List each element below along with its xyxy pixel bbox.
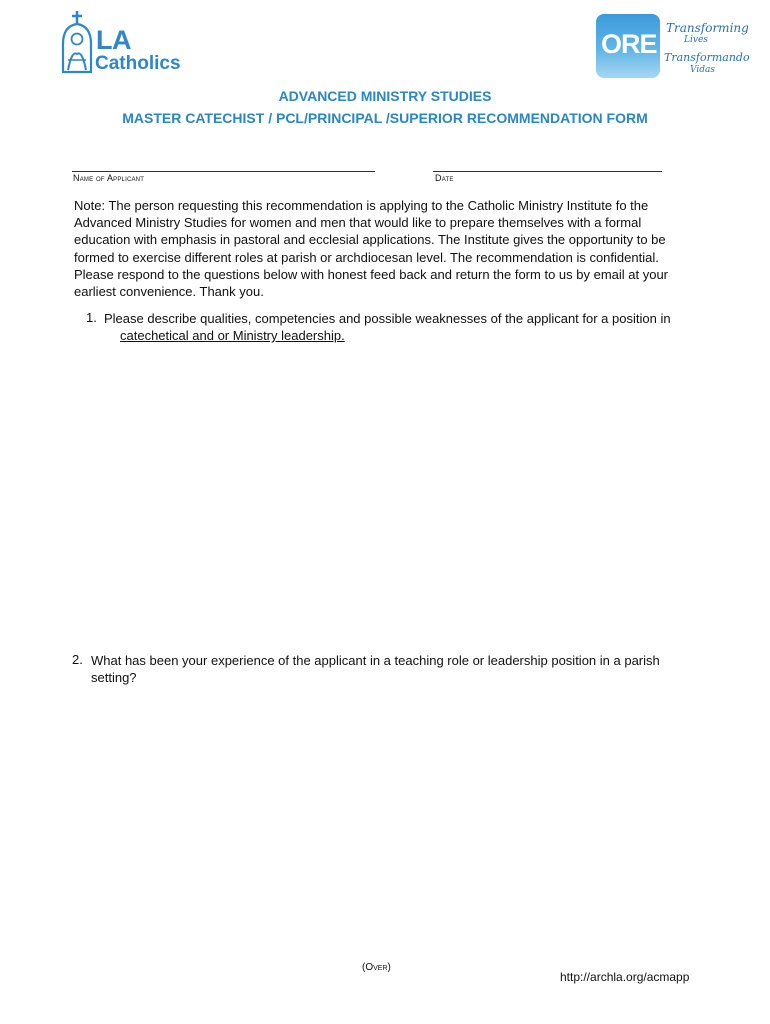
ore-tagline-transformando: Transformando <box>664 51 750 64</box>
question-2-text: What has been your experience of the applicant in a teaching role or leadership position in a parish setting? <box>91 653 660 686</box>
ore-logo-mark: ORE <box>601 29 657 59</box>
note-paragraph: Note: The person requesting this recommendation is applying to the Catholic Ministry Institute fo the Advanced Ministry Studies for women and men that would like to prepare themselves with a formal education with emphasis in pastoral and ecclesial applications. The Institute gives the opportunity to be formed to exercise different roles at parish or archdiocesan level. The recommendation is confidential. Please respond to the questions below with honest feed back and return the form to us by email at your earliest convenience. Thank you. <box>74 198 669 300</box>
ore-tagline-vidas: Vidas <box>690 65 715 75</box>
footer-url[interactable]: http://archla.org/acmapp <box>560 970 690 984</box>
logo-text-la: LA <box>96 25 131 55</box>
date-label: Date <box>435 173 454 183</box>
cathedral-cross-icon <box>60 10 96 74</box>
question-2-number: 2. <box>72 652 83 667</box>
question-1-text: Please describe qualities, competencies and possible weaknesses of the applicant for a position in <box>104 311 671 326</box>
question-2-answer-area[interactable] <box>74 695 694 945</box>
form-title-line2: MASTER CATECHIST / PCL/PRINCIPAL /SUPERIOR RECOMMENDATION FORM <box>122 110 648 126</box>
ore-tagline-transforming: Transforming <box>666 21 749 35</box>
ore-tagline-lives: Lives <box>684 35 708 45</box>
ore-logo <box>596 14 748 80</box>
question-1-underlined: catechetical and or Ministry leadership. <box>120 328 345 343</box>
applicant-name-line[interactable] <box>72 171 375 172</box>
applicant-name-label: Name of Applicant <box>73 173 145 183</box>
footer-over-label: (Over) <box>362 962 391 973</box>
la-catholics-logo <box>60 10 190 76</box>
form-title-line1: ADVANCED MINISTRY STUDIES <box>278 88 492 104</box>
logo-text-catholics: Catholics <box>95 53 181 74</box>
question-1-number: 1. <box>86 310 97 325</box>
date-line[interactable] <box>433 171 662 172</box>
question-1-answer-area[interactable] <box>74 350 694 640</box>
